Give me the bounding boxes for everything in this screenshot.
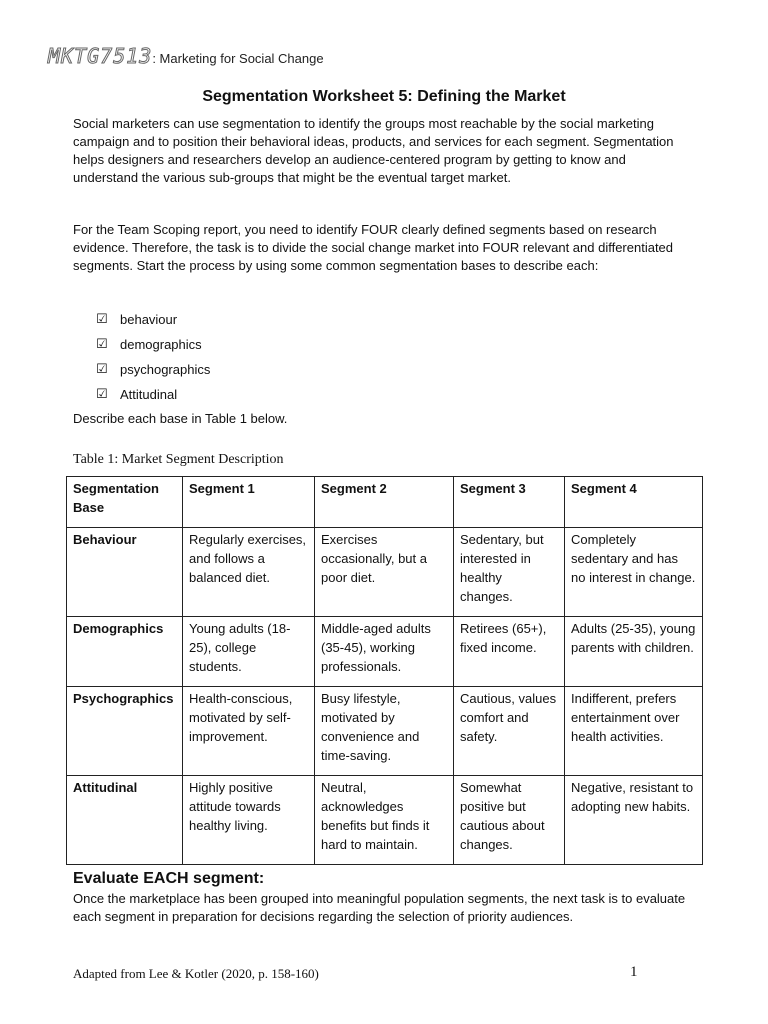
evaluate-paragraph: Once the marketplace has been grouped into meaningful population segments, the next task is to evaluate each segment in preparation for decisions regarding the selection of priority audiences. <box>73 891 686 924</box>
row-header: Attitudinal <box>67 776 183 865</box>
segmentation-bases-checklist <box>96 311 210 411</box>
table-cell: Highly positive attitude towards healthy living. <box>183 776 315 865</box>
table-cell: Somewhat positive but cautious about changes. <box>454 776 565 865</box>
table-cell: Adults (25-35), young parents with children. <box>565 617 703 687</box>
course-title: : Marketing for Social Change <box>152 51 324 66</box>
page-number: 1 <box>630 964 638 980</box>
column-header: Segmentation Base <box>67 477 183 528</box>
table-cell: Retirees (65+), fixed income. <box>454 617 565 687</box>
course-code: MKTG7513 <box>48 44 153 68</box>
describe-instruction: Describe each base in Table 1 below. <box>73 411 288 426</box>
footer-citation: Adapted from Lee & Kotler (2020, p. 158-160) <box>73 966 319 981</box>
table-row <box>67 617 703 687</box>
task-paragraph: For the Team Scoping report, you need to identify FOUR clearly defined segments based on research evidence. Therefore, the task is to divide the social change market into FOUR relevant and differentiated segments. Start the process by using some common segmentation bases to describe each: <box>73 222 674 273</box>
checklist-item-label: demographics <box>120 337 202 352</box>
checklist-item-label: psychographics <box>120 362 211 377</box>
checkbox-checked-icon: ☑ <box>96 312 108 327</box>
intro-paragraph: Social marketers can use segmentation to identify the groups most reachable by the social marketing campaign and to position their behavioral ideas, products, and services for each segment. Segmentation helps designers and researchers develop an audience-centered program by getting to know and understand the various sub-groups that might be the eventual target market. <box>73 116 674 185</box>
table-cell: Regularly exercises, and follows a balanced diet. <box>183 528 315 617</box>
checkbox-checked-icon: ☑ <box>96 362 108 377</box>
table-cell: Cautious, values comfort and safety. <box>454 687 565 776</box>
table-cell: Middle-aged adults (35-45), working professionals. <box>315 617 454 687</box>
table-cell: Neutral, acknowledges benefits but finds it hard to maintain. <box>315 776 454 865</box>
table-cell: Busy lifestyle, motivated by convenience and time-saving. <box>315 687 454 776</box>
checkbox-checked-icon: ☑ <box>96 337 108 352</box>
row-header: Demographics <box>67 617 183 687</box>
table-cell: Negative, resistant to adopting new habits. <box>565 776 703 865</box>
table-cell: Health-conscious, motivated by self-improvement. <box>183 687 315 776</box>
table-row <box>67 776 703 865</box>
table-row <box>67 528 703 617</box>
checklist-item <box>96 336 210 361</box>
column-header: Segment 3 <box>454 477 565 528</box>
checkbox-checked-icon: ☑ <box>96 387 108 402</box>
row-header: Behaviour <box>67 528 183 617</box>
table-cell: Sedentary, but interested in healthy changes. <box>454 528 565 617</box>
table-cell: Exercises occasionally, but a poor diet. <box>315 528 454 617</box>
evaluate-heading: Evaluate EACH segment: <box>73 870 265 887</box>
checklist-item <box>96 361 210 386</box>
table-header-row <box>67 477 703 528</box>
document-header <box>48 44 324 68</box>
checklist-item <box>96 386 210 411</box>
column-header: Segment 1 <box>183 477 315 528</box>
market-segment-table <box>66 476 703 865</box>
column-header: Segment 2 <box>315 477 454 528</box>
row-header: Psychographics <box>67 687 183 776</box>
checklist-item <box>96 311 210 336</box>
column-header: Segment 4 <box>565 477 703 528</box>
table-cell: Young adults (18-25), college students. <box>183 617 315 687</box>
table-cell: Completely sedentary and has no interest in change. <box>565 528 703 617</box>
page-title: Segmentation Worksheet 5: Defining the Market <box>202 88 566 105</box>
table-cell: Indifferent, prefers entertainment over health activities. <box>565 687 703 776</box>
checklist-item-label: behaviour <box>120 312 178 327</box>
table-row <box>67 687 703 776</box>
table-caption: Table 1: Market Segment Description <box>73 452 284 467</box>
checklist-item-label: Attitudinal <box>120 387 178 402</box>
